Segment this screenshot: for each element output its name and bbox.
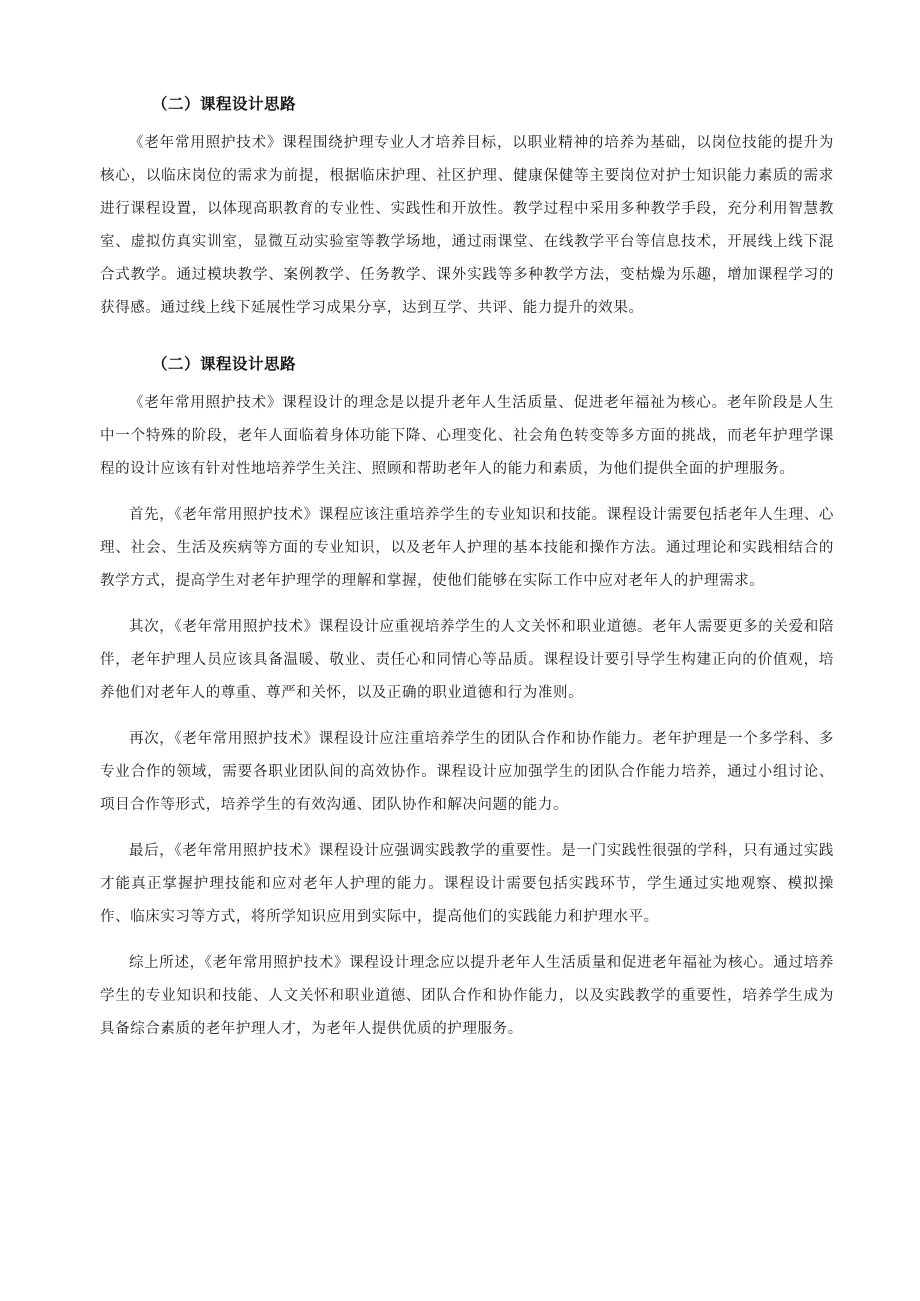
paragraph-design-concept: 《老年常用照护技术》课程设计的理念是以提升老年人生活质量、促进老年福祉为核心。老年阶段是人生中一个特殊的阶段，老年人面临着身体功能下降、心理变化、社会角色转变等多方面的挑战，而老年护理学课程的设计应该有针对性地培养学生关注、照顾和帮助老年人的能力和素质，为他们提供全面的护理服务。: [100, 395, 834, 477]
section-heading-2: （二）课程设计思路: [152, 355, 297, 373]
paragraph-course-design: 《老年常用照护技术》课程围绕护理专业人才培养目标，以职业精神的培养为基础，以岗位技能的提升为核心，以临床岗位的需求为前提，根据临床护理、社区护理、健康保健等主要岗位对护士知识能力素质的需求进行课程设置，以体现高职教育的专业性、实践性和开放性。教学过程中采用多种教学手段，充分利用智慧教室、虚拟仿真实训室，显微互动实验室等教学场地，通过雨课堂、在线教学平台等信息技术，开展线上线下混合式教学。通过模块教学、案例教学、任务教学、课外实践等多种教学方法，变枯燥为乐趣，增加课程学习的获得感。通过线上线下延展性学习成果分享，达到互学、共评、能力提升的效果。: [100, 135, 834, 316]
paragraph-finally: 最后，《老年常用照护技术》课程设计应强调实践教学的重要性。是一门实践性很强的学科，只有通过实践才能真正掌握护理技能和应对老年人护理的能力。课程设计需要包括实践环节，学生通过实地观察、模拟操作、临床实习等方式，将所学知识应用到实际中，提高他们的实践能力和护理水平。: [100, 843, 834, 925]
paragraph-second: 其次，《老年常用照护技术》课程设计应重视培养学生的人文关怀和职业道德。老年人需要更多的关爱和陪伴，老年护理人员应该具备温暖、敬业、责任心和同情心等品质。课程设计要引导学生构建正向的价值观，培养他们对老年人的尊重、尊严和关怀，以及正确的职业道德和行为准则。: [100, 619, 834, 701]
paragraph-summary: 综上所述，《老年常用照护技术》课程设计理念应以提升老年人生活质量和促进老年福祉为核心。通过培养学生的专业知识和技能、人文关怀和职业道德、团队合作和协作能力，以及实践教学的重要性，培养学生成为具备综合素质的老年护理人才，为老年人提供优质的护理服务。: [100, 955, 834, 1037]
paragraph-first: 首先，《老年常用照护技术》课程应该注重培养学生的专业知识和技能。课程设计需要包括老年人生理、心理、社会、生活及疾病等方面的专业知识，以及老年人护理的基本技能和操作方法。通过理论和实践相结合的教学方式，提高学生对老年护理学的理解和掌握，使他们能够在实际工作中应对老年人的护理需求。: [100, 507, 834, 589]
paragraph-third: 再次，《老年常用照护技术》课程设计应注重培养学生的团队合作和协作能力。老年护理是一个多学科、多专业合作的领域，需要各职业团队间的高效协作。课程设计应加强学生的团队合作能力培养，通过小组讨论、项目合作等形式，培养学生的有效沟通、团队协作和解决问题的能力。: [100, 731, 834, 813]
document-page: [100, 94, 834, 1046]
section-heading-1: （二）课程设计思路: [152, 95, 297, 113]
